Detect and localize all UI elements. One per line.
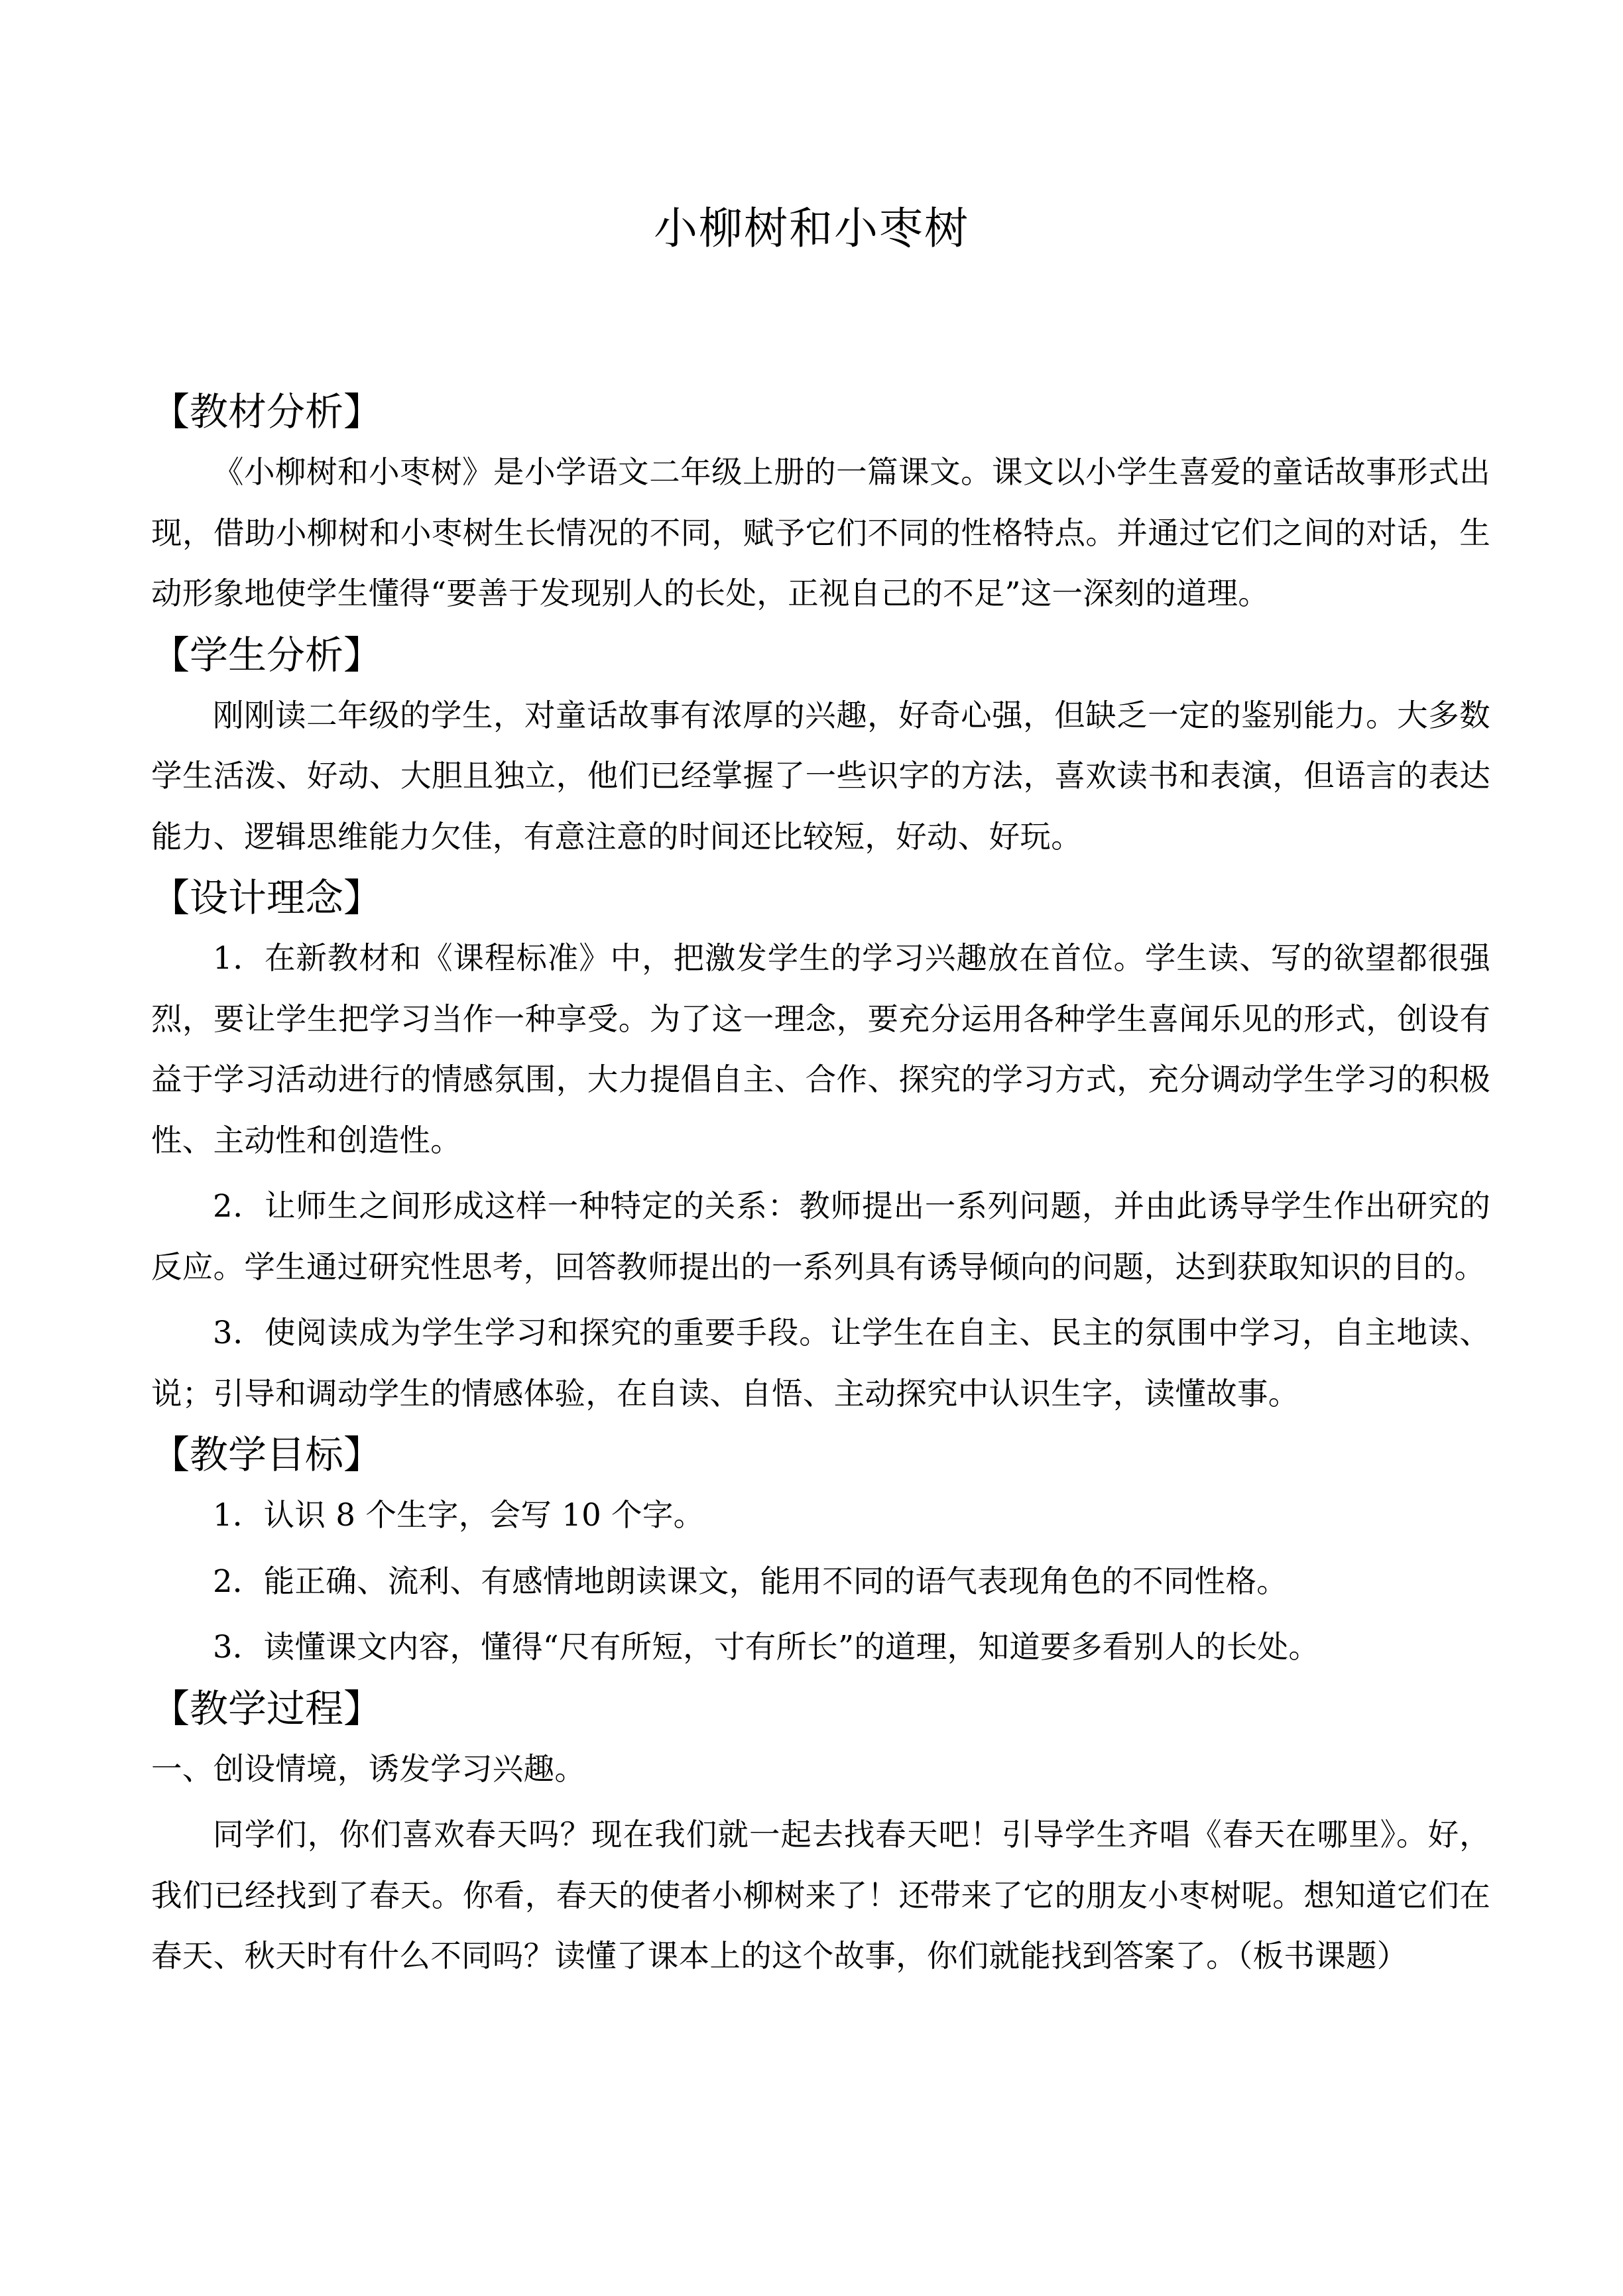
paragraph: 3．读懂课文内容，懂得“尺有所短，寸有所长”的道理，知道要多看别人的长处。 [213, 1629, 1320, 1665]
section-teaching-process [151, 1678, 1490, 1987]
subheading: 一、创设情境，诱发学习兴趣。 [151, 1750, 586, 1787]
paragraph: 《小柳树和小枣树》是小学语文二年级上册的一篇课文。课文以小学生喜爱的童话故事形式出现，借助小柳树和小枣树生长情况的不同，赋予它们不同的性格特点。并通过它们之间的对话，生动形象地使学生懂得“要善于发现别人的长处，正视自己的不足”这一深刻的道理。 [151, 454, 1490, 611]
paragraph: 1．在新教材和《课程标准》中，把激发学生的学习兴趣放在首位。学生读、写的欲望都很强烈，要让学生把学习当作一种享受。为了这一理念，要充分运用各种学生喜闻乐见的形式，创设有益于学习活动进行的情感氛围，大力提倡自主、合作、探究的学习方式，充分调动学生学习的积极性、主动性和创造性。 [151, 940, 1490, 1158]
paragraph: 2．能正确、流利、有感情地朗读课文，能用不同的语气表现角色的不同性格。 [213, 1563, 1288, 1599]
section-student-analysis [151, 625, 1490, 868]
paragraph: 3．使阅读成为学生学习和探究的重要手段。让学生在自主、民主的氛围中学习，自主地读、说；引导和调动学生的情感体验，在自读、自悟、主动探究中认识生字，读懂故事。 [151, 1315, 1490, 1412]
paragraph: 同学们，你们喜欢春天吗？现在我们就一起去找春天吧！引导学生齐唱《春天在哪里》。好，我们已经找到了春天。你看，春天的使者小柳树来了！还带来了它的朋友小枣树呢。想知道它们在春天、秋天时有什么不同吗？读懂了课本上的这个故事，你们就能找到答案了。（板书课题） [151, 1817, 1490, 1974]
document-title: 小柳树和小枣树 [654, 203, 969, 254]
paragraph: 1．认识 8 个生字，会写 10 个字。 [213, 1497, 705, 1533]
section-heading: 【教学目标】 [151, 1432, 383, 1477]
document-body [151, 381, 1490, 1987]
section-teaching-goals [151, 1424, 1490, 1678]
section-heading: 【教材分析】 [151, 389, 383, 434]
section-material-analysis [151, 381, 1490, 625]
paragraph: 2．让师生之间形成这样一种特定的关系：教师提出一系列问题，并由此诱导学生作出研究的反应。学生通过研究性思考，回答教师提出的一系列具有诱导倾向的问题，达到获取知识的目的。 [151, 1188, 1490, 1285]
paragraph: 刚刚读二年级的学生，对童话故事有浓厚的兴趣，好奇心强，但缺乏一定的鉴别能力。大多数学生活泼、好动、大胆且独立，他们已经掌握了一些识字的方法，喜欢读书和表演，但语言的表达能力、逻辑思维能力欠佳，有意注意的时间还比较短，好动、好玩。 [151, 697, 1490, 855]
section-heading: 【学生分析】 [151, 632, 383, 678]
section-design-concept [151, 867, 1490, 1424]
section-heading: 【教学过程】 [151, 1685, 383, 1731]
section-heading: 【设计理念】 [151, 875, 383, 920]
